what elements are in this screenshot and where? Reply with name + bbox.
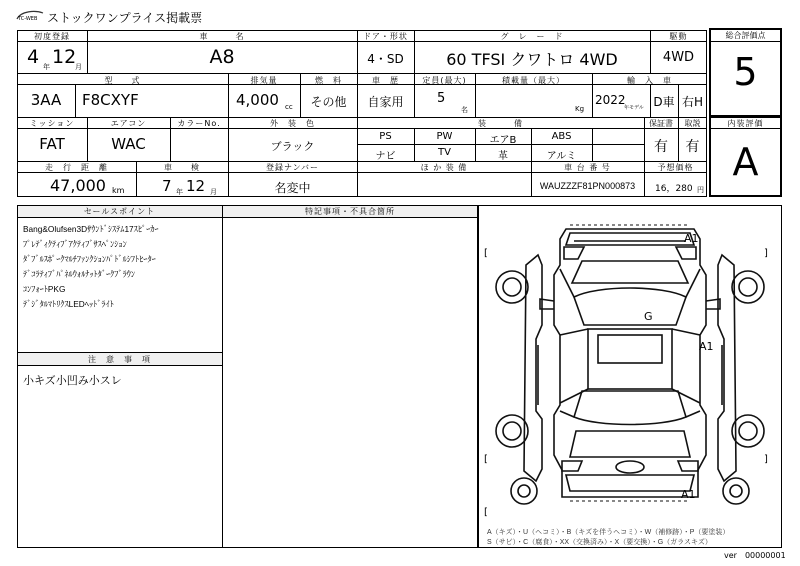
equipment-label: 装 備 [478, 119, 523, 128]
version-label: ver 00000001 [724, 551, 786, 560]
plate-label: 登録ナンバー [265, 163, 320, 172]
model-label: 型 式 [104, 76, 141, 85]
load-label: 積載量（最大） [502, 76, 565, 85]
import-label: 輸 入 車 [627, 76, 672, 85]
color-no-label: カラーNo. [177, 119, 221, 128]
car-name: A8 [209, 46, 235, 68]
document-title: ストックワンプライス掲載票 [47, 11, 203, 25]
exterior-color-label: 外 装 色 [270, 119, 315, 128]
warranty-label: 保証書 [649, 119, 673, 128]
import-year-unit: 年モデル [624, 105, 644, 111]
sales-points-label: セールスポイント [83, 207, 156, 216]
interior-score-label: 内装評価 [727, 119, 764, 128]
displacement-label: 排気量 [250, 76, 278, 85]
door-shape-label: ドア・形状 [363, 32, 408, 41]
import-dealer: D車 [653, 95, 675, 109]
mission-value: FAT [39, 135, 65, 153]
sales-point-line: ﾀﾞﾌﾞﾙｽﾎﾟｰｸﾏﾙﾁﾌｧﾝｸｼｮﾝﾊﾟﾄﾞﾙｼﾌﾄﾋｰﾀｰ [23, 254, 156, 264]
manual-value: 有 [685, 139, 700, 155]
damage-legend-line: S（サビ）・C（腐食）・XX（交換済み）・X（要交換）・G（ガラスキズ） [487, 539, 712, 546]
history-label: 車 歴 [372, 76, 399, 85]
special-notes-label: 特記事項・不具合箇所 [305, 207, 395, 216]
mileage-value: 47,000 [50, 176, 106, 195]
price-unit: 円 [697, 186, 704, 194]
sales-point-line: ﾌﾟﾚﾃﾞｨｸﾃｨﾌﾞｱｸﾃｨﾌﾞｻｽﾍﾟﾝｼｮﾝ [23, 239, 127, 249]
bracket-close: ] [764, 248, 768, 259]
equipment-ps: PS [379, 131, 392, 142]
plate-value: 名変中 [274, 181, 311, 195]
price-label: 予想価格 [657, 163, 694, 172]
import-year: 2022 [595, 93, 626, 107]
inspection-month: 12 [186, 177, 206, 195]
warranty-value: 有 [654, 139, 668, 155]
door-shape-value: 4・SD [367, 52, 404, 66]
history-value: 自家用 [367, 95, 404, 109]
equipment-pw: PW [436, 131, 453, 142]
grade-value: 60 TFSI クワトロ 4WD [446, 50, 618, 69]
car-name-label: 車 名 [199, 32, 245, 41]
logo-text: TC-WEB [18, 16, 38, 22]
equipment-airbag: エアB [489, 135, 517, 146]
sales-point-line: ﾃﾞｼﾞﾀﾙﾏﾄﾘｸｽLEDﾍｯﾄﾞﾗｲﾄ [23, 299, 114, 309]
price-value: 16，280 [655, 184, 693, 194]
model-prefix: 3AA [30, 91, 62, 109]
vin-value: WAUZZZF81PN000873 [539, 181, 636, 191]
first-registration-year-unit: 年 [43, 63, 50, 71]
equipment-navi: ナビ [375, 151, 396, 162]
displacement-value: 4,000 [236, 91, 279, 109]
inspection-label: 車 検 [164, 163, 200, 172]
vin-label: 車 台 番 号 [564, 163, 611, 172]
fuel-label: 燃 料 [315, 76, 342, 85]
bracket-open: [ [484, 248, 488, 259]
logo [15, 8, 45, 22]
cautions-value: 小キズ小凹み小スレ [23, 374, 122, 387]
equipment-tv: TV [438, 147, 451, 158]
equipment-abs: ABS [551, 131, 572, 142]
overall-score-label: 総合評価点 [725, 31, 766, 40]
capacity-unit: 名 [461, 106, 468, 114]
model-code: F8CXYF [82, 91, 139, 109]
overall-score-value: 5 [733, 50, 758, 94]
first-registration-year: 4 [27, 46, 40, 68]
aircon-value: WAC [111, 135, 146, 153]
aircon-label: エアコン [110, 119, 147, 128]
drive-label: 駆動 [669, 32, 688, 41]
car-diagram [478, 205, 782, 548]
mileage-label: 走 行 距 離 [45, 163, 108, 172]
other-equipment-label: ほ か 装 備 [420, 163, 468, 172]
bracket-open: [ [484, 507, 488, 518]
fuel-value: その他 [310, 95, 347, 109]
sales-point-line: ｺﾝﾌｫｰﾄPKG [23, 284, 66, 294]
mileage-unit: km [112, 186, 125, 195]
damage-legend-line: A（キズ）・U（ヘコミ）・B（キズを伴うヘコミ）・W（補修跡）・P（要塗装） [487, 529, 730, 536]
mission-label: ミッション [29, 119, 75, 128]
inspection-month-unit: 月 [210, 188, 217, 196]
bracket-close: ] [764, 454, 768, 465]
capacity-label: 定員(最大) [422, 76, 467, 85]
manual-label: 取説 [684, 119, 701, 128]
cautions-label: 注 意 事 項 [88, 355, 151, 364]
displacement-unit: cc [285, 103, 293, 111]
grade-label: グ レ ー ド [500, 32, 564, 41]
exterior-color-value: ブラック [270, 140, 315, 153]
inspection-year: 7 [162, 177, 172, 195]
inspection-year-unit: 年 [176, 188, 183, 196]
load-unit: Kg [575, 105, 585, 113]
bracket-open: [ [484, 454, 488, 465]
damage-mark-roof: G [644, 310, 653, 323]
first-registration-label: 初度登録 [34, 32, 70, 41]
capacity-value: 5 [437, 91, 446, 106]
first-registration-month: 12 [52, 46, 77, 68]
interior-score-value: A [732, 140, 759, 184]
sales-point-line: Bang&Olufsen3Dｻｳﾝﾄﾞｼｽﾃﾑ17ｽﾋﾟｰｶｰ [23, 224, 159, 234]
drive-value: 4WD [662, 50, 695, 65]
import-handle: 右H [681, 95, 704, 109]
sales-point-line: ﾃﾞｺﾗﾃｨﾌﾞﾊﾟﾈﾙｳｫﾙﾅｯﾄﾀﾞｰｸﾌﾞﾗｳﾝ [23, 269, 136, 279]
equipment-alloy: アルミ [546, 151, 577, 162]
first-registration-month-unit: 月 [75, 63, 82, 71]
damage-mark-right-side: A1 [699, 340, 714, 353]
damage-mark-rear: A1 [681, 488, 696, 501]
equipment-leather: 革 [498, 151, 508, 162]
damage-mark-front: A1 [684, 232, 699, 245]
